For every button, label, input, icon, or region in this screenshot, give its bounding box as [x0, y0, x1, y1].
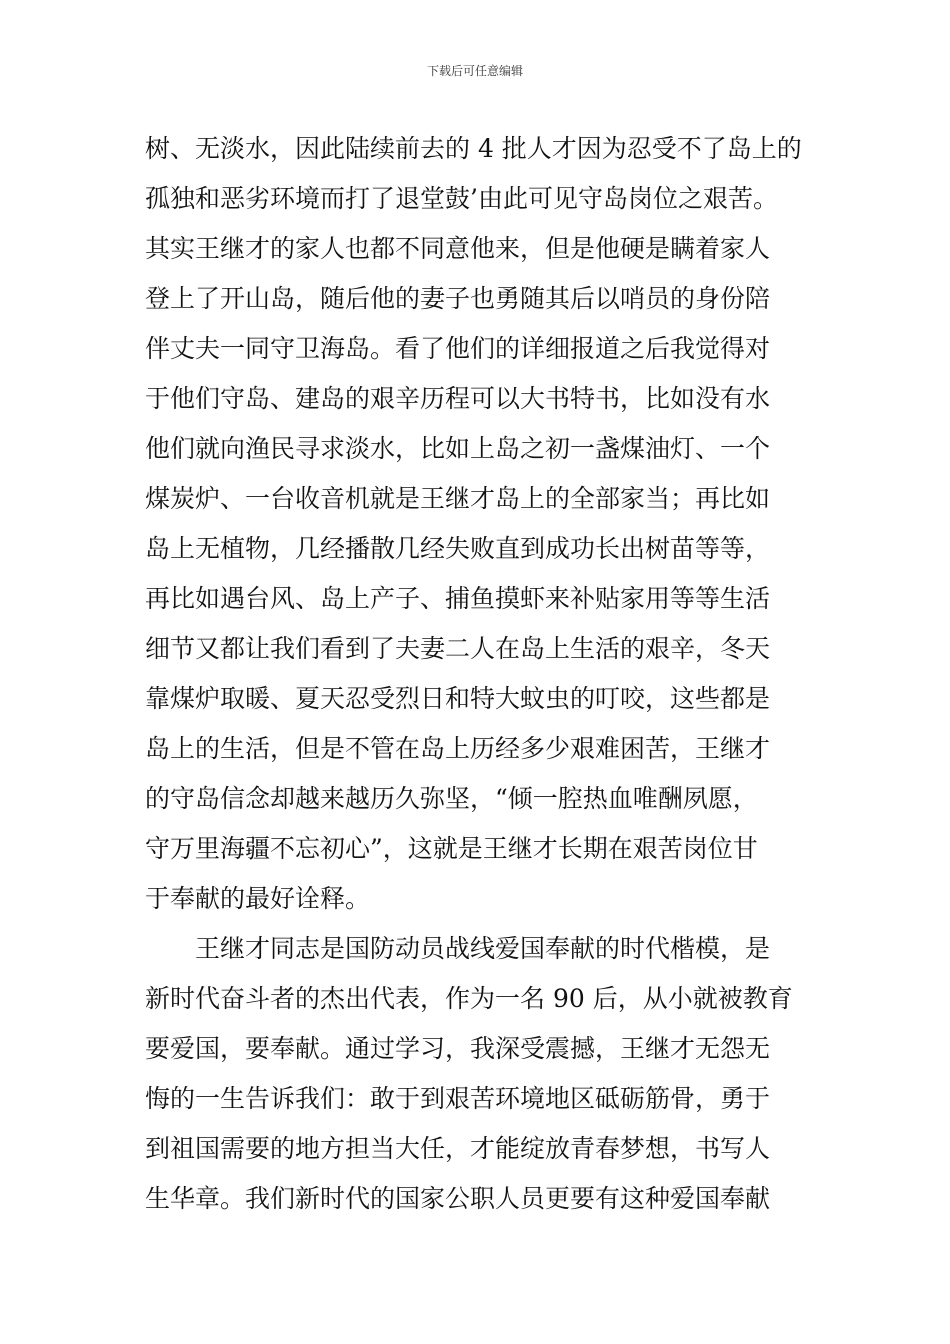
text-line: 要爱国，要奉献。通过学习，我深受震撼，王继才无怨无: [145, 1034, 771, 1063]
text-line: 岛上无植物，几经播散几经失败直到成功长出树苗等等，: [145, 534, 771, 563]
document-body: [145, 124, 810, 1224]
text-line: 守万里海疆不忘初心”，这就是王继才长期在艰苦岗位甘: [145, 834, 758, 863]
text-line: 再比如遇台风、岛上产子、捕鱼摸虾来补贴家用等等生活: [145, 584, 771, 613]
paragraph-2: [145, 924, 810, 1224]
text-line: 的守岛信念却越来越历久弥坚，“倾一腔热血唯酬夙愿，: [145, 784, 758, 813]
text-line: 登上了开山岛，随后他的妻子也勇随其后以哨员的身份陪: [145, 284, 771, 313]
text-line: 新时代奋斗者的杰出代表，作为一名 90 后，从小就被教育: [145, 984, 793, 1013]
text-line: 伴丈夫一同守卫海岛。看了他们的详细报道之后我觉得对: [145, 334, 771, 363]
text-line: 靠煤炉取暖、夏天忍受烈日和特大蚊虫的叮咬，这些都是: [145, 684, 771, 713]
text-line: 于他们守岛、建岛的艰辛历程可以大书特书，比如没有水: [145, 384, 771, 413]
text-line: 他们就向渔民寻求淡水，比如上岛之初一盏煤油灯、一个: [145, 434, 771, 463]
paragraph-1: [145, 124, 810, 924]
text-line: 悔的一生告诉我们：敢于到艰苦环境地区砥砺筋骨，勇于: [145, 1084, 771, 1113]
text-line: 树、无淡水，因此陆续前去的 4 批人才因为忍受不了岛上的: [145, 134, 802, 163]
text-line: 煤炭炉、一台收音机就是王继才岛上的全部家当；再比如: [145, 484, 771, 513]
text-line: 其实王继才的家人也都不同意他来，但是他硬是瞒着家人: [145, 234, 771, 263]
text-line: 于奉献的最好诠释。: [145, 884, 371, 913]
text-line: 细节又都让我们看到了夫妻二人在岛上生活的艰辛，冬天: [145, 634, 771, 663]
text-line: 孤独和恶劣环境而打了退堂鼓’由此可见守岛岗位之艰苦。: [145, 184, 778, 213]
text-line: 岛上的生活，但是不管在岛上历经多少艰难困苦，王继才: [145, 734, 771, 763]
text-line: 生华章。我们新时代的国家公职人员更要有这种爱国奉献: [145, 1184, 771, 1213]
page-header: 下载后可任意编辑: [426, 64, 523, 78]
text-line: 到祖国需要的地方担当大任，才能绽放青春梦想，书写人: [145, 1134, 771, 1163]
text-line: 王继才同志是国防动员战线爱国奉献的时代楷模，是: [195, 934, 771, 963]
